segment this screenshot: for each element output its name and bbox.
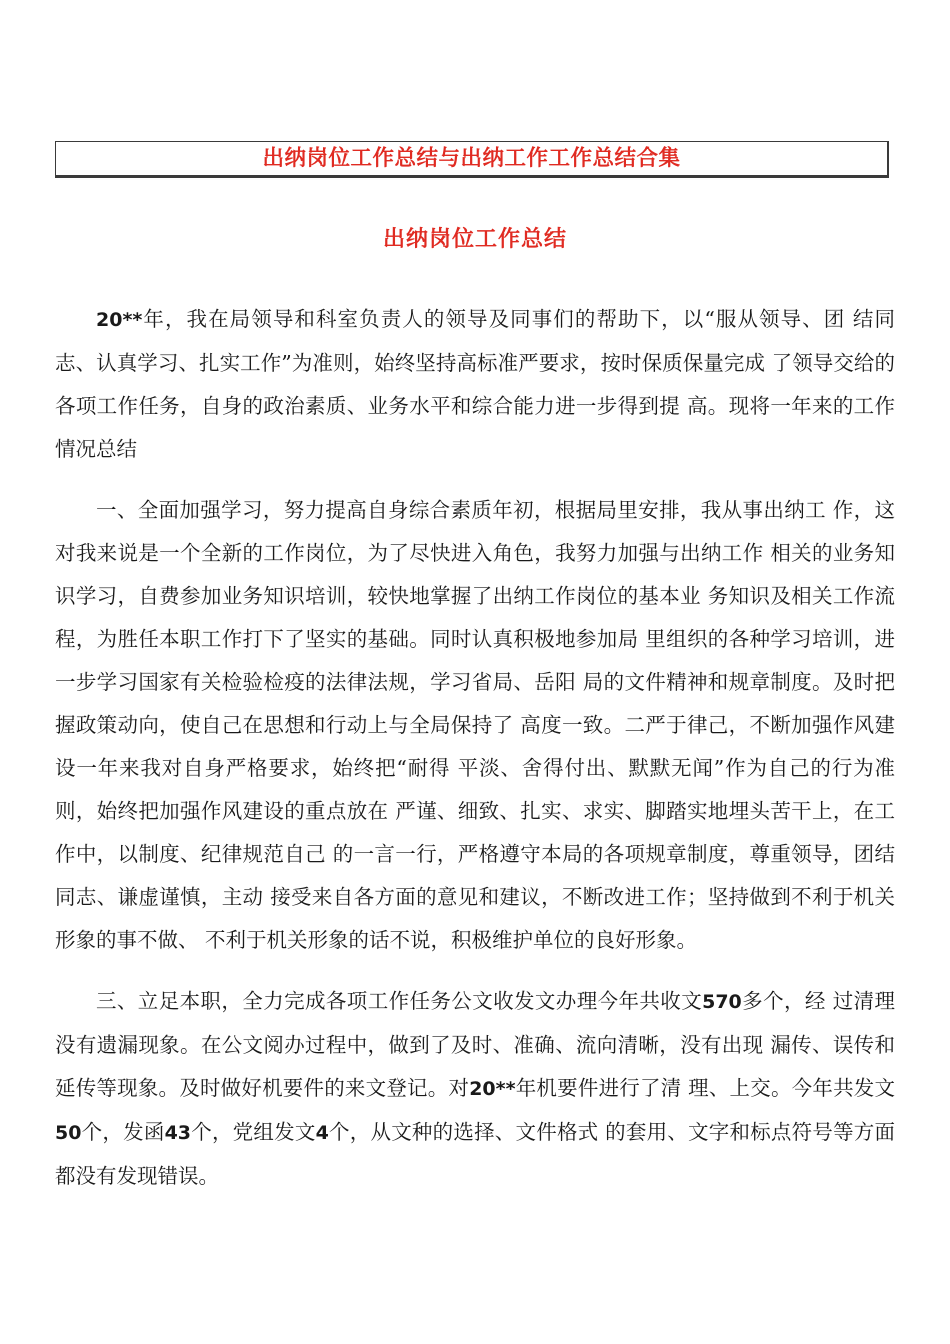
document-body: [55, 298, 895, 1198]
paragraph-1: 20**年，我在局领导和科室负责人的领导及同事们的帮助下，以“服从领导、团 结同志、认真学习、扎实工作”为准则，始终坚持高标准严要求，按时保质保量完成 了领导交给的各项工作任务，自身的政治素质、业务水平和综合能力进一步得到提 高。现将一年来的工作情况总结: [55, 307, 895, 461]
numeric-value: 20**: [469, 1078, 516, 1100]
document-title-box: [55, 141, 889, 178]
numeric-value: 50: [55, 1122, 82, 1144]
section-heading: 出纳岗位工作总结: [382, 226, 567, 252]
numeric-value: 570: [702, 991, 742, 1013]
numeric-value: 4: [315, 1122, 329, 1144]
paragraph-2: 一、全面加强学习，努力提高自身综合素质年初，根据局里安排，我从事出纳工 作，这对我来说是一个全新的工作岗位，为了尽快进入角色，我努力加强与出纳工作 相关的业务知识学习，自费参加业务知识培训，较快地掌握了出纳工作岗位的基本业 务知识及相关工作流程，为胜任本职工作打下了坚实的基础。同时认真积极地参加局 里组织的各种学习培训，进一步学习国家有关检验检疫的法律法规，学习省局、岳阳 局的文件精神和规章制度。及时把握政策动向，使自己在思想和行动上与全局保持了 高度一致。二严于律己，不断加强作风建设一年来我对自身严格要求，始终把“耐得 平淡、舍得付出、默默无闻”作为自己的行为准则，始终把加强作风建设的重点放在 严谨、细致、扎实、求实、脚踏实地埋头苦干上，在工作中，以制度、纪律规范自己 的一言一行，严格遵守本局的各项规章制度，尊重领导，团结同志、谦虚谨慎，主动 接受来自各方面的意见和建议，不断改进工作；坚持做到不利于机关形象的事不做、 不利于机关形象的话不说，积极维护单位的良好形象。: [55, 498, 895, 952]
numeric-value: 20**: [96, 309, 143, 331]
paragraph-3: 三、立足本职，全力完成各项工作任务公文收发文办理今年共收文570多个，经 过清理没有遗漏现象。在公文阅办过程中，做到了及时、准确、流向清晰，没有出现 漏传、误传和延传等现象。及时做好机要件的来文登记。对20**年机要件进行了清 理、上交。今年共发文50个，发函43个，党组发文4个，从文种的选择、文件格式 的套用、文字和标点符号等方面都没有发现错误。: [55, 989, 896, 1188]
document-title: 出纳岗位工作总结与出纳工作工作总结合集: [262, 145, 681, 171]
numeric-value: 43: [164, 1122, 192, 1144]
